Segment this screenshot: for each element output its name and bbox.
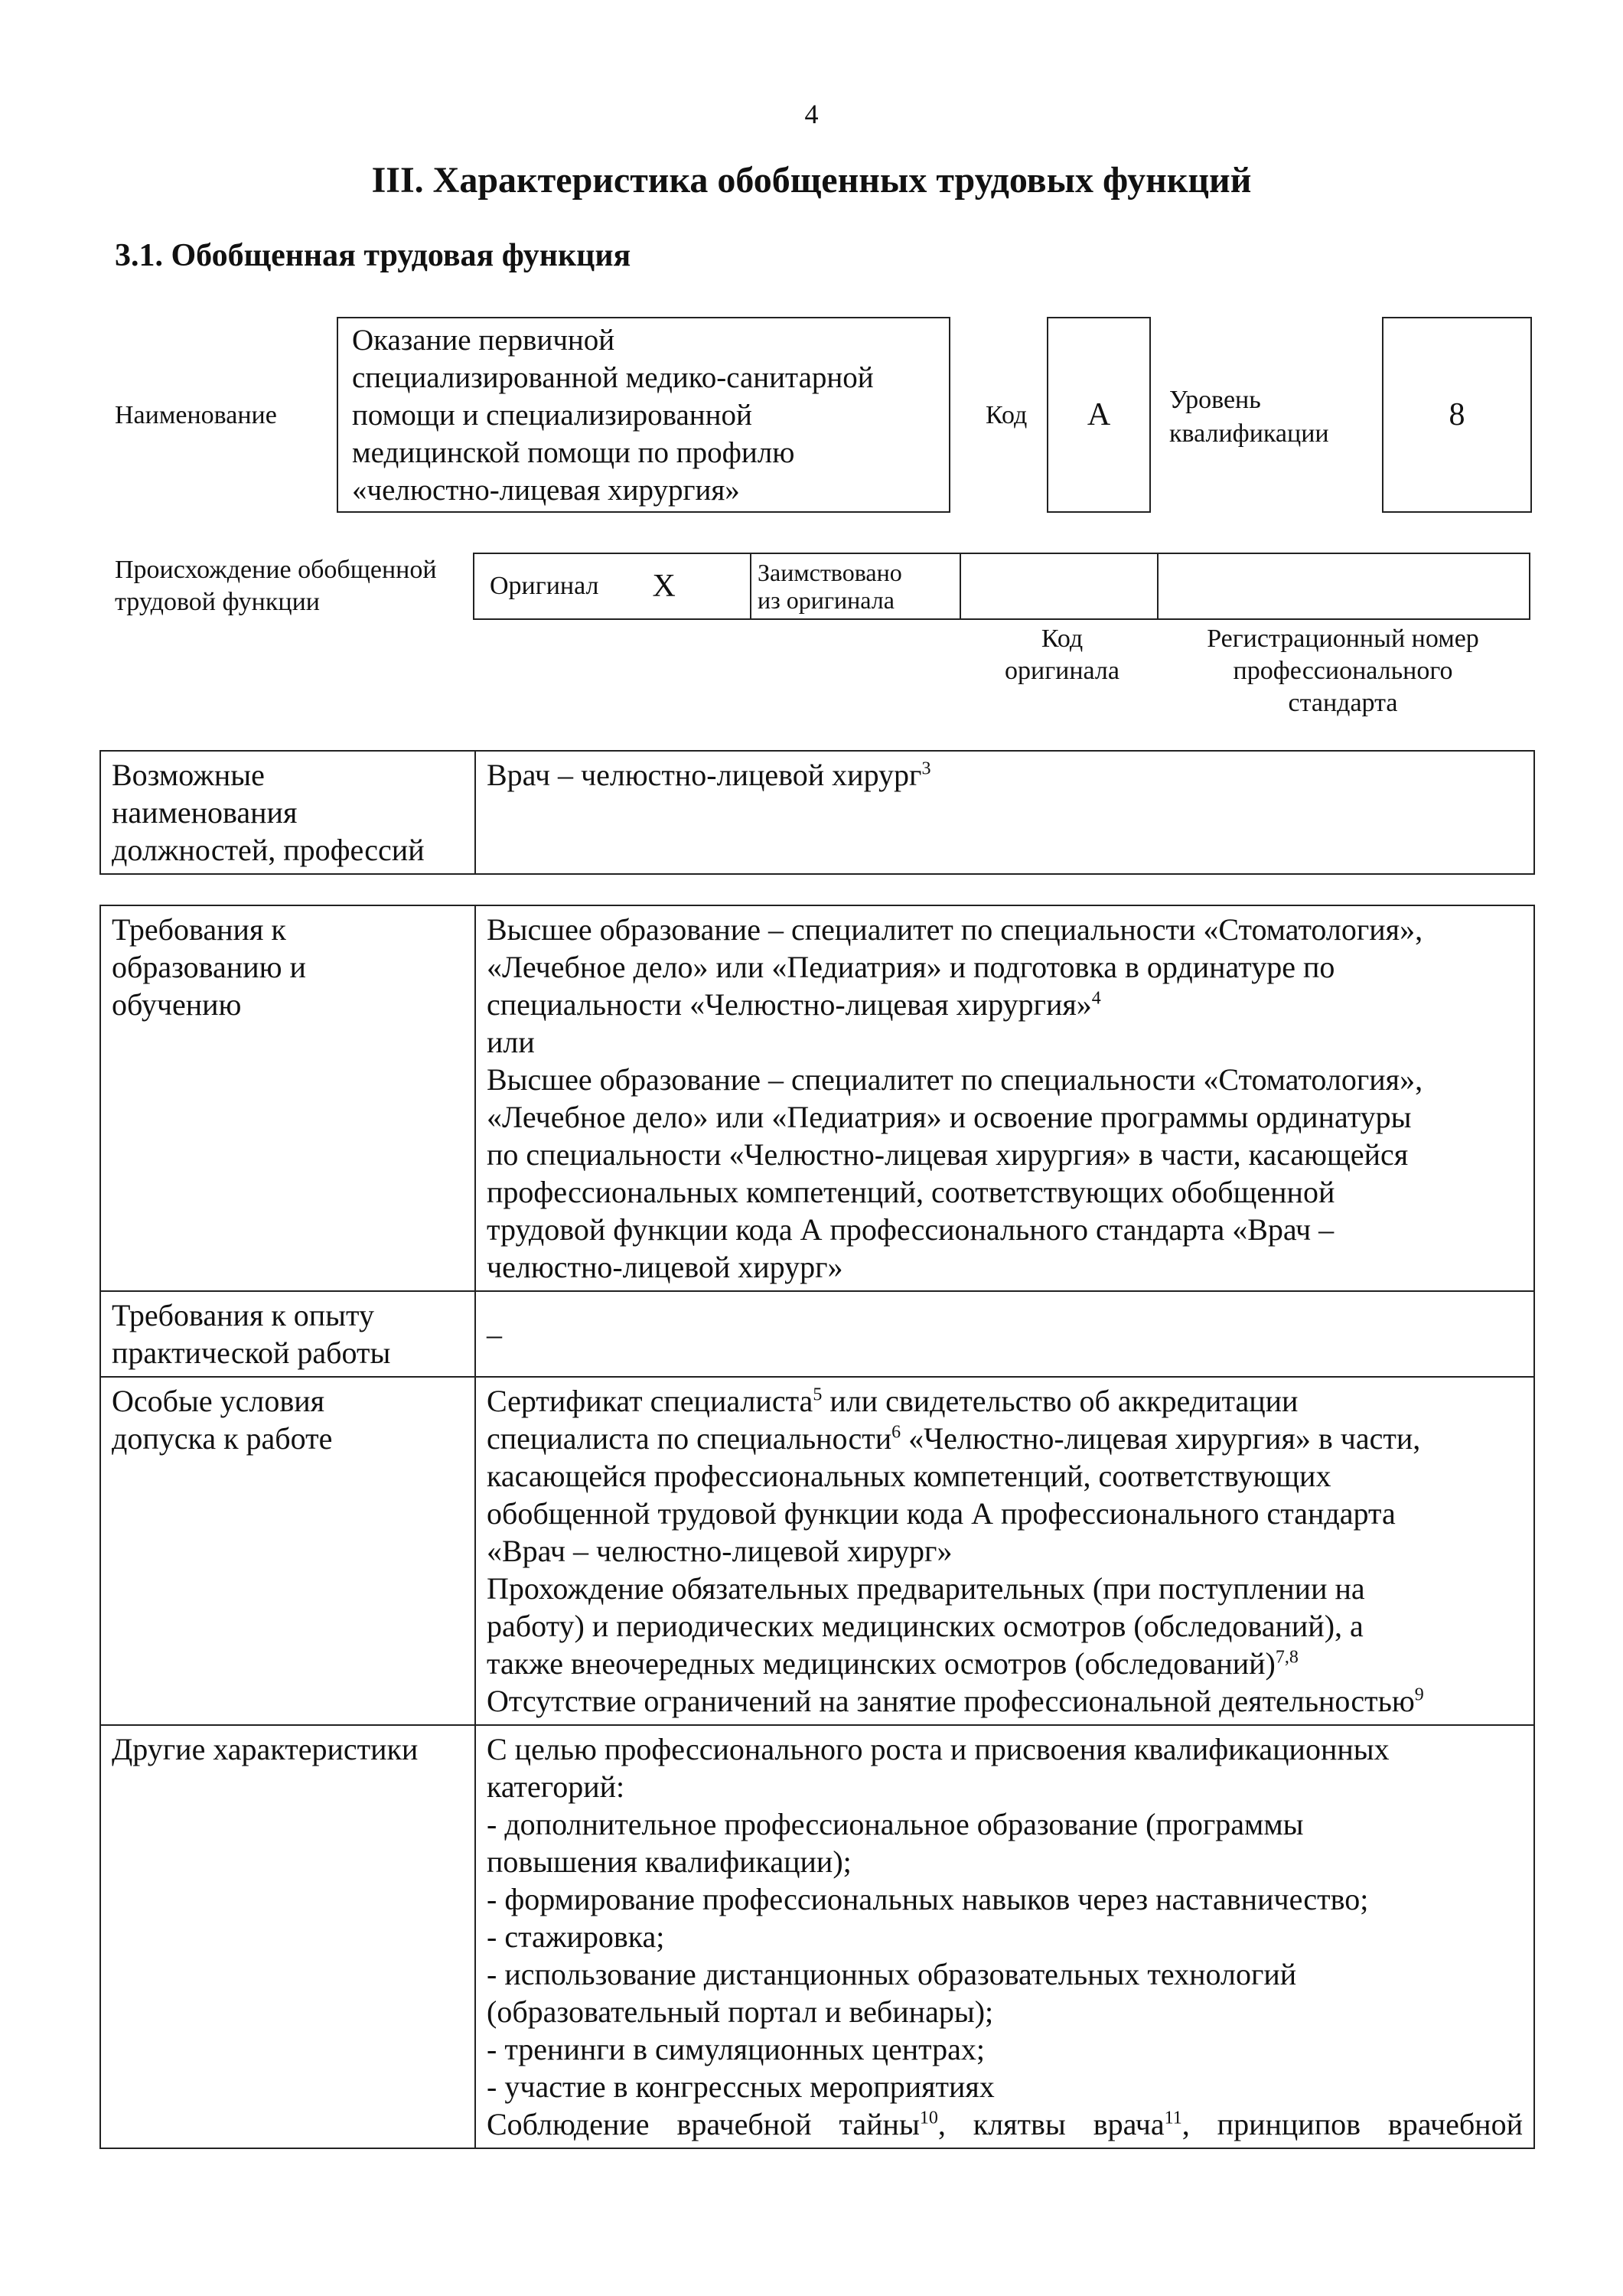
special-line-text: Сертификат специалиста: [487, 1384, 813, 1418]
special-line-text: также внеочередных медицинских осмотров (обследований): [487, 1646, 1276, 1681]
education-line: «Лечебное дело» или «Педиатрия» и подготовка в ординатуре по: [487, 950, 1335, 984]
positions-label-line: наименования: [112, 795, 298, 830]
special-line: [487, 1682, 1523, 1720]
level-label-2: квалификации: [1169, 419, 1329, 448]
function-name-line: помощи и специализированной: [352, 399, 752, 432]
education-line: Высшее образование – специалитет по специальности «Стоматология»,: [487, 1062, 1423, 1097]
other-line: - участие в конгрессных мероприятиях: [487, 2069, 995, 2104]
education-label-line: обучению: [112, 987, 242, 1022]
special-line: обобщенной трудовой функции кода А профессионального стандарта: [487, 1496, 1396, 1531]
special-line: «Врач – челюстно-лицевой хирург»: [487, 1534, 953, 1568]
original-mark: X: [652, 569, 676, 604]
other-line: - формирование профессиональных навыков через наставничество;: [487, 1882, 1369, 1916]
experience-label-line: практической работы: [112, 1336, 391, 1370]
function-name-line: медицинской помощи по профилю: [352, 436, 795, 469]
positions-label: [100, 751, 475, 874]
special-conditions-label-line: допуска к работе: [112, 1421, 333, 1456]
code-label: Код: [986, 401, 1028, 429]
education-line: трудовой функции кода А профессионального стандарта «Врач –: [487, 1212, 1335, 1247]
education-line: или: [487, 1025, 535, 1059]
borrowed-cell: [750, 553, 961, 620]
other-line: - дополнительное профессиональное образование (программы: [487, 1807, 1304, 1841]
footnote-ref: 4: [1091, 988, 1101, 1009]
other-value: [475, 1725, 1534, 2148]
footnote-ref: 7,8: [1275, 1647, 1299, 1668]
level-value: 8: [1382, 317, 1532, 513]
special-conditions-value: [475, 1377, 1534, 1725]
page-number: 4: [804, 99, 819, 129]
other-line: - тренинги в симуляционных центрах;: [487, 2032, 985, 2066]
code-caption-line: оригинала: [1005, 657, 1119, 685]
reg-caption-line: Регистрационный номер: [1207, 625, 1479, 653]
positions-label-line: Возможные: [112, 758, 265, 792]
code-caption: [961, 623, 1163, 687]
name-label: Наименование: [115, 401, 277, 429]
original-code-cell: [960, 553, 1159, 620]
special-line: [487, 1420, 1523, 1457]
footnote-ref: 5: [813, 1384, 823, 1405]
special-line-text: специалиста по специальности: [487, 1421, 892, 1456]
table-row: [100, 1725, 1534, 2148]
education-label-line: Требования к: [112, 912, 286, 947]
special-line: касающейся профессиональных компетенций, соответствующих: [487, 1459, 1331, 1493]
code-caption-line: Код: [1041, 625, 1084, 653]
other-line: - использование дистанционных образовательных технологий: [487, 1957, 1297, 1991]
special-line: [487, 1382, 1523, 1420]
positions-label-line: должностей, профессий: [112, 833, 425, 867]
other-line: повышения квалификации);: [487, 1844, 852, 1879]
footnote-ref: 3: [921, 758, 931, 779]
special-conditions-label: [100, 1377, 475, 1725]
special-line-text: или свидетельство об аккредитации: [822, 1384, 1299, 1418]
footnote-ref: 9: [1414, 1684, 1424, 1705]
table-row: [100, 751, 1534, 874]
education-line: по специальности «Челюстно-лицевая хирургия» в части, касающейся: [487, 1137, 1409, 1172]
education-label-line: образованию и: [112, 950, 306, 984]
education-value: [475, 905, 1534, 1291]
section-heading: III. Характеристика обобщенных трудовых функций: [371, 160, 1252, 201]
reg-caption: [1155, 623, 1530, 719]
other-line: категорий:: [487, 1769, 625, 1804]
original-cell: [473, 553, 751, 620]
reg-number-cell: [1157, 553, 1530, 620]
table-row: [100, 1377, 1534, 1725]
experience-value: –: [475, 1291, 1534, 1377]
original-label: Оригинал: [490, 572, 599, 600]
function-name-line: «челюстно-лицевая хирургия»: [352, 474, 740, 507]
other-line: (образовательный портал и вебинары);: [487, 1994, 994, 2029]
experience-label-line: Требования к опыту: [112, 1298, 375, 1332]
special-line-text: Отсутствие ограничений на занятие профессиональной деятельностью: [487, 1684, 1415, 1718]
special-line-text: «Челюстно-лицевая хирургия» в части,: [901, 1421, 1421, 1456]
positions-table: [99, 750, 1535, 875]
table-row: [100, 905, 1534, 1291]
footnote-ref: 10: [919, 2108, 938, 2128]
other-line: - стажировка;: [487, 1919, 665, 1954]
positions-value: [475, 751, 1534, 874]
footnote-ref: 6: [891, 1422, 901, 1443]
other-line-text: Соблюдение врачебной тайны: [487, 2107, 920, 2141]
code-value: A: [1047, 317, 1151, 513]
borrowed-label-2: из оригинала: [758, 586, 895, 614]
education-line: профессиональных компетенций, соответствующих обобщенной: [487, 1175, 1335, 1209]
reg-caption-line: профессионального: [1233, 657, 1453, 685]
reg-caption-line: стандарта: [1288, 689, 1398, 717]
education-line: «Лечебное дело» или «Педиатрия» и освоение программы ординатуры: [487, 1100, 1412, 1134]
borrowed-label-1: Заимствовано: [758, 559, 902, 586]
education-line: [487, 986, 1523, 1023]
education-line: Высшее образование – специалитет по специальности «Стоматология»,: [487, 912, 1423, 947]
other-line-text: , клятвы врача: [937, 2107, 1165, 2141]
origin-label-2: трудовой функции: [115, 588, 320, 616]
positions-value-text: Врач – челюстно-лицевой хирург: [487, 758, 922, 792]
origin-label-1: Происхождение обобщенной: [115, 556, 437, 584]
education-line: челюстно-лицевой хирург»: [487, 1250, 843, 1284]
function-name-box: [337, 317, 950, 513]
special-line: [487, 1645, 1523, 1682]
table-row: [100, 1291, 1534, 1377]
other-line: [487, 2105, 1523, 2143]
sub-heading: 3.1. Обобщенная трудовая функция: [115, 238, 631, 273]
origin-row: [474, 553, 1532, 620]
footnote-ref: 11: [1164, 2108, 1182, 2128]
special-conditions-label-line: Особые условия: [112, 1384, 325, 1418]
level-label-1: Уровень: [1169, 386, 1261, 414]
function-name-line: специализированной медико-санитарной: [352, 361, 874, 394]
education-line-text: специальности «Челюстно-лицевая хирургия»: [487, 987, 1092, 1022]
other-line-text: , принципов врачебной: [1181, 2107, 1523, 2141]
education-label: [100, 905, 475, 1291]
special-line: Прохождение обязательных предварительных (при поступлении на: [487, 1571, 1365, 1606]
other-line: С целью профессионального роста и присвоения квалификационных: [487, 1732, 1390, 1766]
function-name-line: Оказание первичной: [352, 324, 615, 357]
special-line: работу) и периодических медицинских осмотров (обследований), а: [487, 1609, 1364, 1643]
other-label: Другие характеристики: [100, 1725, 475, 2148]
requirements-table: [99, 905, 1535, 2149]
experience-label: [100, 1291, 475, 1377]
